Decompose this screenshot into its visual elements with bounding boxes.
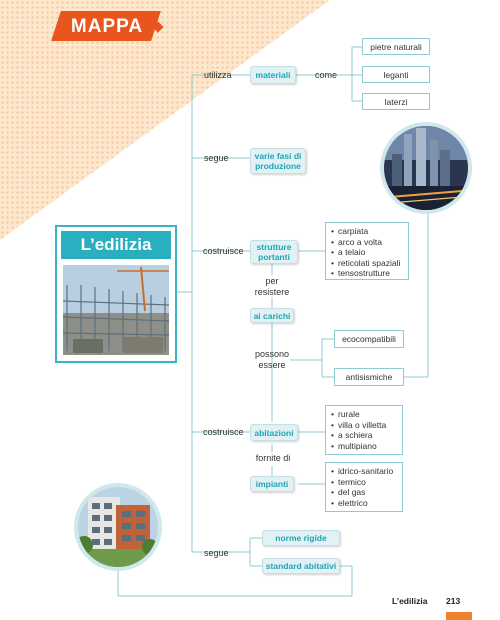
list-item: • carpiata [331,226,404,237]
list-item: • arco a volta [331,237,404,248]
main-topic-card [55,225,177,363]
node-materiali: materiali [250,66,296,84]
list-item: • rurale [331,409,398,420]
list-item: • a telaio [331,247,404,258]
list-item: • tensostrutture [331,268,404,279]
abitazioni-list [325,405,403,455]
verb-segue-norme: segue [204,548,229,558]
node-varie-fasi: varie fasi di produzione [250,148,306,174]
connector-per-resistere: per resistere [254,276,290,297]
footer-accent-bar [446,612,472,620]
node-strutture-portanti: strutture portanti [250,240,298,264]
item-leganti: leganti [362,66,430,83]
item-pietre-naturali: pietre naturali [362,38,430,55]
verb-segue-fasi: segue [204,153,229,163]
list-item: • elettrico [331,498,398,509]
list-item: • del gas [331,487,398,498]
impianti-list [325,462,403,512]
skyline-photo [378,120,474,216]
node-impianti: impianti [250,476,294,492]
list-item: • multipiano [331,441,398,452]
connector-fornite-di: fornite di [255,453,291,463]
option-ecocompatibili: ecocompatibili [334,330,404,348]
main-topic-title: L’edilizia [61,231,171,259]
node-standard-abitativi: standard abitativi [262,558,340,574]
verb-utilizza: utilizza [204,70,232,80]
list-item: • reticolati spaziali [331,258,404,269]
footer-chapter-title: L’edilizia [392,596,428,606]
node-norme-rigide: norme rigide [262,530,340,546]
option-antisismiche: antisismiche [334,368,404,386]
list-item: • a schiera [331,430,398,441]
apartment-building-photo [70,483,166,573]
connector-possono-essere: possono essere [254,349,290,370]
node-ai-carichi: ai carichi [250,308,294,323]
strutture-list [325,222,409,280]
list-item: • termico [331,477,398,488]
connector-come: come [315,70,338,80]
item-laterzi: laterzi [362,93,430,110]
page-number: 213 [446,596,461,606]
list-item: • idrico-sanitario [331,466,398,477]
node-abitazioni: abitazioni [250,424,298,441]
page-title: MAPPA [70,16,144,37]
verb-costruisce-strutture: costruisce [203,246,244,256]
verb-costruisce-abitazioni: costruisce [203,427,244,437]
list-item: • villa o villetta [331,420,398,431]
construction-site-photo [63,265,169,355]
